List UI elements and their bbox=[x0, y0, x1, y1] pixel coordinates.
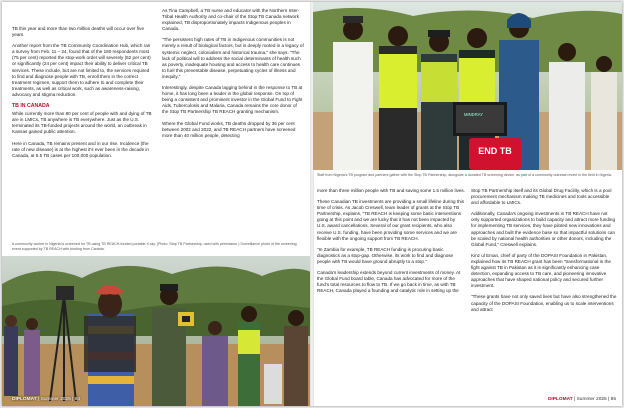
footer-separator: | bbox=[608, 397, 610, 402]
section-heading: TB IN CANADA bbox=[12, 103, 50, 110]
footer-issue: Summer 2025 bbox=[576, 397, 607, 402]
field-photo-team-end-tb bbox=[313, 2, 622, 170]
laptop-screen-text: MINDRAY bbox=[464, 112, 483, 117]
paragraph: While currently more than 80 per cent of people with and dying of TB are in LMICs, TB anywhere is TB everywhere. Just as the U.S. terminated its TB-funded projects around the world, an outbreak in Kansas gained public attention. bbox=[12, 111, 152, 135]
right-column-1 bbox=[317, 188, 465, 299]
paragraph: Additionally, Canada's ongoing investments in TB REACH have not only supported organizations to build capacity and attract more funding for implementing TB services, they have piloted new innovations and approaches and built the evidence base so that impactful solutions can be scaled by national health authorities or other donors, including the Global Fund," Creswell explains. bbox=[471, 211, 616, 247]
footer-separator: | bbox=[72, 397, 74, 402]
end-tb-banner: END TB bbox=[478, 146, 512, 156]
paragraph: TB this year and more than two million deaths will occur over five years. bbox=[12, 26, 144, 38]
magazine-spread bbox=[2, 2, 622, 406]
footer-page-number: 84 bbox=[74, 397, 81, 402]
footer-publication: DIPLOMAT bbox=[12, 397, 37, 402]
footer-separator: | bbox=[573, 397, 576, 402]
paragraph: "The persistent high rates of TB in Indigenous communities is not merely a result of biological factors, but is deeply rooted in a legacy of systemic neglect, colonialism and historical trauma," she says. "The lack of political will to address the social determinants of health such as poverty, inadequate housing and access to health care continues to fuel this preventable disease, perpetuating cycles of illness and inequity." bbox=[162, 37, 304, 79]
photo-caption: A community worker in Nigeria is screened for TB using TB REACH-funded portable X-ray. (Photo: Stop TB Partnership, used with permission.) Surveillance photo of the screening event supported by TB REACH with funding from Canada. bbox=[12, 242, 297, 251]
left-column-2 bbox=[162, 8, 304, 144]
photo-caption: Staff from Nigeria's TB program and partners gather with the Stop TB Partnership, alongside a donated TB screening device, as part of a community outreach event in the field in Nigeria. bbox=[317, 173, 612, 177]
right-footer bbox=[548, 397, 616, 402]
paragraph: more than three million people with TB and saving some 1.5 million lives. bbox=[317, 188, 466, 193]
footer-page-number: 85 bbox=[610, 397, 616, 402]
paragraph: As Tina Campbell, a TB nurse and educator with the Northern Inter-Tribal Health Authority and co-chair of the Stop TB Canada network explained, TB disproportionately impacts Indigenous peoples in Canada. bbox=[162, 8, 300, 32]
footer-publication: DIPLOMAT bbox=[547, 397, 573, 402]
paragraph: Stop TB Partnership itself and its Global Drug Facility, which is a pool procurement mechanism making TB medicines and tools accessible and affordable to LMICs. bbox=[471, 188, 612, 206]
left-footer bbox=[12, 397, 80, 402]
paragraph: Kinz ul Eman, chief of party of the DOPASI Foundation in Pakistan, explained how its TB REACH grant has been "transformational in the fight against TB in Pakistan as it is significantly enhancing case detection, expanding access to TB care, and pioneering innovative approaches that have shaped national policy and secured further investment. bbox=[471, 252, 611, 289]
paragraph: Where the Global Fund works, TB deaths dropped by 36 per cent between 2002 and 2022, and TB REACH partners have screened more than 40 million people, detecting bbox=[162, 120, 296, 138]
left-column-1 bbox=[12, 26, 152, 164]
footer-separator: | bbox=[38, 397, 40, 402]
left-page bbox=[2, 2, 311, 406]
right-page bbox=[313, 2, 622, 406]
paragraph: Canada's leadership extends beyond current investments of money. At the Global Fund board table, Canada has advocated for more of the fund's total resources to flow to TB. If we go back in time, as with TB REACH, Canada played a founding and catalytic role in setting up the bbox=[317, 270, 461, 294]
paragraph: Another report from the TB Community Coordination Hub, which ran a survey from Feb. 11 – 24, found that of the 180 respondents most (75 per cent) reported the stop-work order will severely (52 per cent) or significantly (24 per cent) impact their ability to deliver critical TB services. These include, but are not limited to, the services required to find and diagnose people with TB, enroll them in the correct treatment regimen, support them to adhere to and complete their treatments, as well as critical work, such as awareness-raising, advocacy and stigma reduction. bbox=[12, 43, 151, 97]
paragraph: "In Zambia for example, TB REACH funding is procuring basic diagnostics as a stop-gap. Otherwise, its work to find and diagnose people with TB would have ground abruptly to a stop." bbox=[317, 246, 454, 264]
paragraph: Here in Canada, TB remains present and in our rise. Incidence (the rate of new disease) is at the highest it's ever been in the decade in Canada, at 5.5 TB cases per 100,000 population. bbox=[12, 140, 149, 158]
right-column-2 bbox=[471, 188, 617, 318]
photo-illustration bbox=[313, 2, 622, 170]
footer-issue: Summer 2025 bbox=[40, 397, 71, 402]
paragraph: "These grants have not only saved lives but have also strengthened the capacity of the DOPASI Foundation, enabling us to scale interventions and attract bbox=[471, 294, 617, 312]
paragraph: Interestingly, despite Canada lagging behind in the response to TB at home, it has long been a leader in the global response. On top of being a consistent and prominent investor in the Global Fund to Fight Aids, Tuberculosis and Malaria, Canada remains the core donor of the Stop TB Partnership TB REACH granting mechanism. bbox=[162, 85, 303, 115]
paragraph: These Canadian TB investments are providing a small lifeline during this time of crisis. As Jacob Creswell, team leader of grants at the Stop TB Partnership, explains, "TB REACH is keeping some basic interventions going at this point and we are lucky that it has not been impacted by U.S. award cancellations. Several of our grant recipients, who also receive U.S. funding, have been providing some services and we are flexible with the ongoing support from TB REACH. bbox=[317, 199, 464, 241]
field-photo-xray-screening bbox=[2, 256, 311, 406]
photo-illustration bbox=[2, 256, 311, 406]
